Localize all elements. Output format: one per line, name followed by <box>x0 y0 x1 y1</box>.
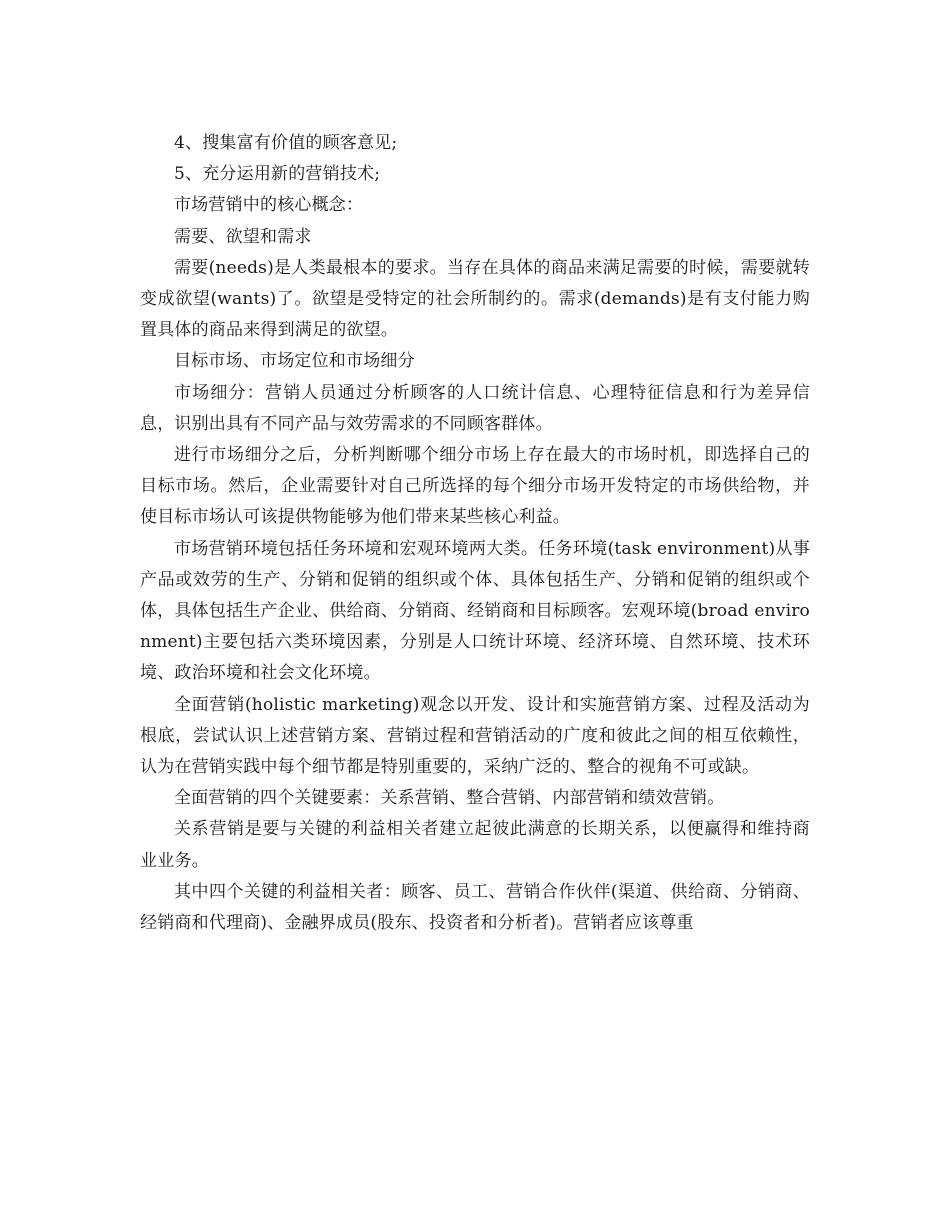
list-item-4: 4、搜集富有价值的顾客意见; <box>174 133 398 153</box>
paragraph-target-selection: 进行市场细分之后，分析判断哪个细分市场上存在最大的市场时机，即选择自己的目标市场。然后，企业需要针对自己所选择的每个细分市场开发特定的市场供给物，并使目标市场认可该提供物能够为他们带来某些核心利益。 <box>140 445 810 528</box>
subheading-target-market: 目标市场、市场定位和市场细分 <box>174 351 415 372</box>
section-heading-core-concepts: 市场营销中的核心概念： <box>174 195 364 216</box>
paragraph-stakeholders: 其中四个关键的利益相关者：顾客、员工、营销合作伙伴(渠道、供给商、分销商、经销商和代理商)、金融界成员(股东、投资者和分析者)。营销者应该尊重 <box>140 881 810 934</box>
paragraph-needs: 需要(needs)是人类最根本的要求。当存在具体的商品来满足需要的时候，需要就转变成欲望(wants)了。欲望是受特定的社会所制约的。需求(demands)是有支付能力购置具体的商品来得到满足的欲望。 <box>140 257 810 341</box>
paragraph-market-segmentation: 市场细分：营销人员通过分析顾客的人口统计信息、心理特征信息和行为差异信息，识别出具有不同产品与效劳需求的不同顾客群体。 <box>140 382 810 434</box>
paragraph-holistic-marketing: 全面营销(holistic marketing)观念以开发、设计和实施营销方案、过程及活动为根底，尝试认识上述营销方案、营销过程和营销活动的广度和彼此之间的相互依赖性，认为在营销实践中每个细节都是特别重要的，采纳广泛的、整合的视角不可或缺。 <box>140 694 810 778</box>
document-body <box>140 128 810 939</box>
paragraph-four-elements: 全面营销的四个关键要素：关系营销、整合营销、内部营销和绩效营销。 <box>174 788 725 809</box>
subheading-needs-wants-demands: 需要、欲望和需求 <box>174 226 312 247</box>
list-item-5: 5、充分运用新的营销技术; <box>174 164 381 185</box>
paragraph-relationship-marketing: 关系营销是要与关键的利益相关者建立起彼此满意的长期关系，以便赢得和维持商业业务。 <box>140 819 810 871</box>
paragraph-marketing-environment: 市场营销环境包括任务环境和宏观环境两大类。任务环境(task environment)从事产品或效劳的生产、分销和促销的组织或个体、具体包括生产、分销和促销的组织或个体，具体包括生产企业、供给商、分销商、经销商和目标顾客。宏观环境(broad environment)主要包括六类环境因素，分别是人口统计环境、经济环境、自然环境、技术环境、政治环境和社会文化环境。 <box>140 538 810 684</box>
